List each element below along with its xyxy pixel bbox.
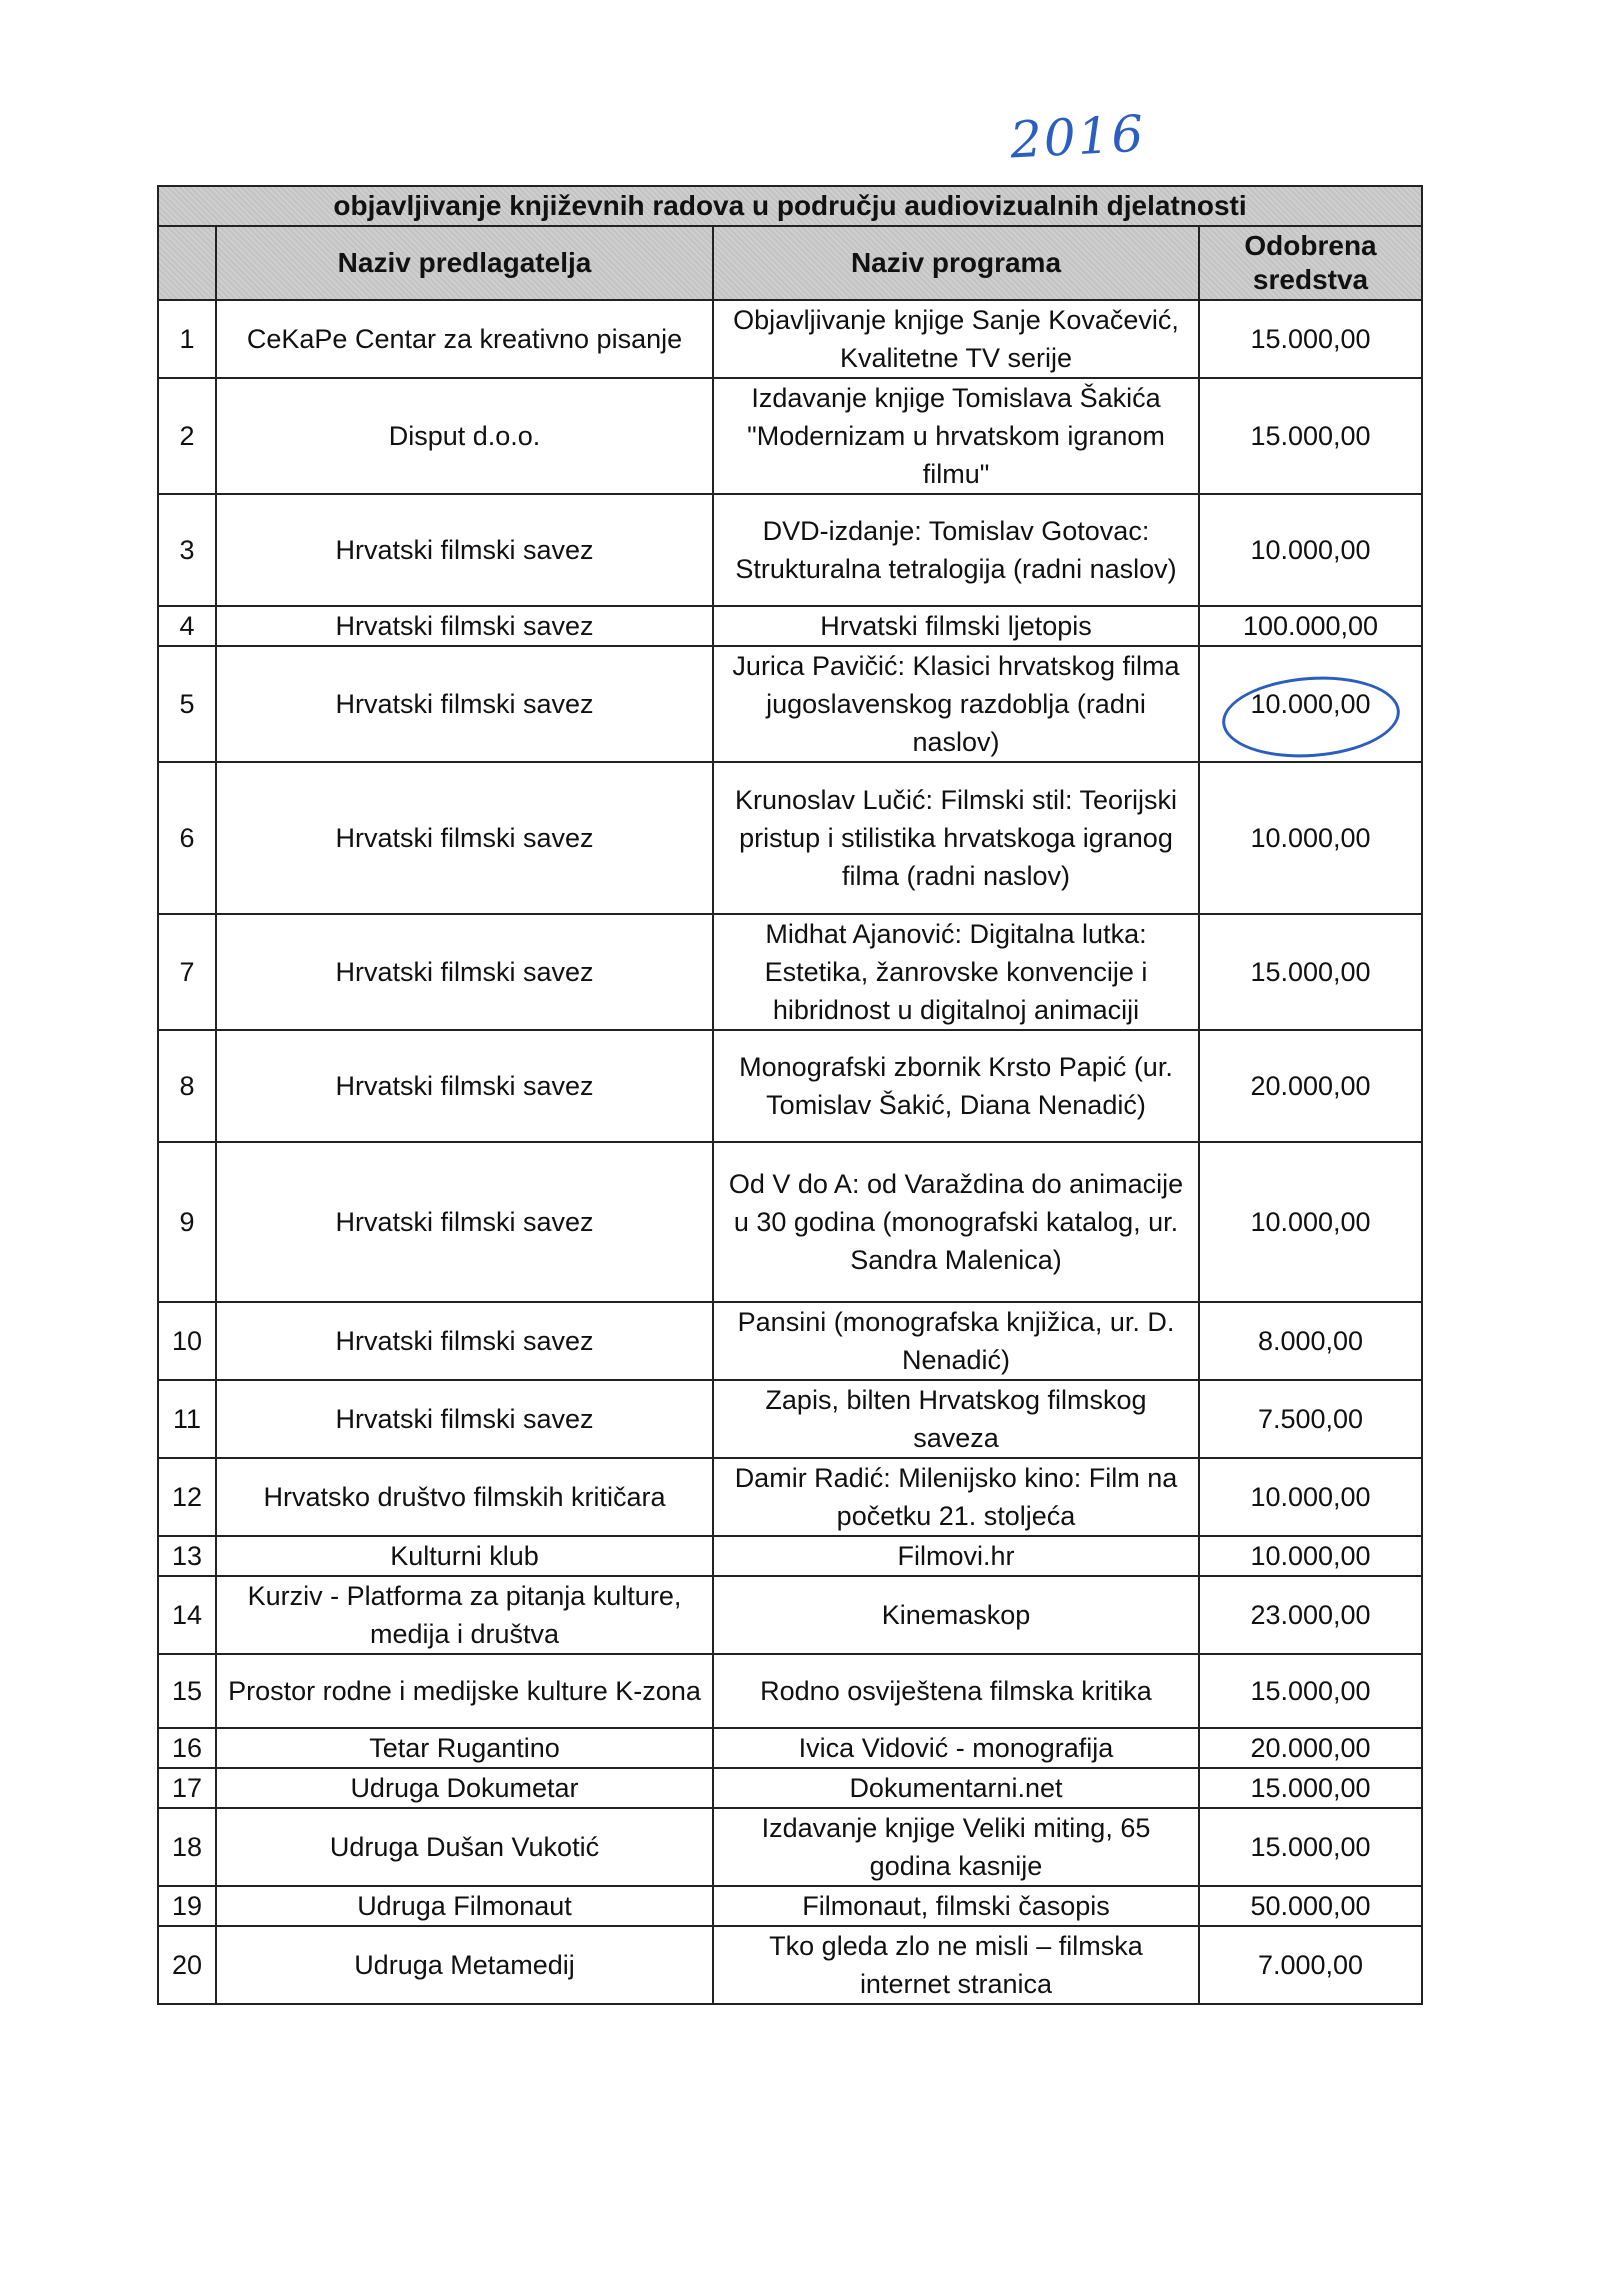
row-program: Ivica Vidović - monografija bbox=[713, 1728, 1199, 1768]
table-row bbox=[158, 1886, 1422, 1926]
row-proposer: Hrvatski filmski savez bbox=[216, 1380, 713, 1458]
row-program: Filmovi.hr bbox=[713, 1536, 1199, 1576]
table-row bbox=[158, 1536, 1422, 1576]
row-number: 12 bbox=[158, 1458, 216, 1536]
table-row bbox=[158, 646, 1422, 762]
row-number: 2 bbox=[158, 378, 216, 494]
table-row bbox=[158, 1302, 1422, 1380]
row-proposer: Hrvatski filmski savez bbox=[216, 914, 713, 1030]
row-proposer: Udruga Dokumetar bbox=[216, 1768, 713, 1808]
row-proposer: Hrvatski filmski savez bbox=[216, 646, 713, 762]
row-proposer: Kulturni klub bbox=[216, 1536, 713, 1576]
table-row bbox=[158, 1142, 1422, 1302]
row-program: Objavljivanje knjige Sanje Kovačević, Kvalitetne TV serije bbox=[713, 300, 1199, 378]
row-number: 3 bbox=[158, 494, 216, 606]
row-number: 17 bbox=[158, 1768, 216, 1808]
row-proposer: Hrvatski filmski savez bbox=[216, 606, 713, 646]
row-program: Zapis, bilten Hrvatskog filmskog saveza bbox=[713, 1380, 1199, 1458]
row-amount: 7.000,00 bbox=[1199, 1926, 1422, 2004]
row-number: 8 bbox=[158, 1030, 216, 1142]
row-proposer: Tetar Rugantino bbox=[216, 1728, 713, 1768]
row-proposer: Disput d.o.o. bbox=[216, 378, 713, 494]
row-number: 4 bbox=[158, 606, 216, 646]
row-program: Jurica Pavičić: Klasici hrvatskog filma jugoslavenskog razdoblja (radni naslov) bbox=[713, 646, 1199, 762]
table-row bbox=[158, 300, 1422, 378]
row-amount: 15.000,00 bbox=[1199, 1768, 1422, 1808]
header-number bbox=[158, 226, 216, 300]
row-proposer: Hrvatski filmski savez bbox=[216, 494, 713, 606]
table-row bbox=[158, 606, 1422, 646]
row-number: 15 bbox=[158, 1654, 216, 1728]
row-amount: 10.000,00 bbox=[1199, 646, 1422, 762]
table-row bbox=[158, 1458, 1422, 1536]
row-number: 1 bbox=[158, 300, 216, 378]
row-proposer: Hrvatski filmski savez bbox=[216, 762, 713, 914]
row-amount: 15.000,00 bbox=[1199, 378, 1422, 494]
row-amount: 10.000,00 bbox=[1199, 1142, 1422, 1302]
row-amount: 7.500,00 bbox=[1199, 1380, 1422, 1458]
table-row bbox=[158, 762, 1422, 914]
row-amount: 20.000,00 bbox=[1199, 1030, 1422, 1142]
row-number: 5 bbox=[158, 646, 216, 762]
row-program: Dokumentarni.net bbox=[713, 1768, 1199, 1808]
row-program: Rodno osviještena filmska kritika bbox=[713, 1654, 1199, 1728]
row-number: 16 bbox=[158, 1728, 216, 1768]
row-proposer: Prostor rodne i medijske kulture K-zona bbox=[216, 1654, 713, 1728]
row-program: Pansini (monografska knjižica, ur. D. Nenadić) bbox=[713, 1302, 1199, 1380]
row-amount: 50.000,00 bbox=[1199, 1886, 1422, 1926]
header-proposer: Naziv predlagatelja bbox=[216, 226, 713, 300]
row-proposer: Hrvatsko društvo filmskih kritičara bbox=[216, 1458, 713, 1536]
row-proposer: Udruga Metamedij bbox=[216, 1926, 713, 2004]
row-number: 18 bbox=[158, 1808, 216, 1886]
row-proposer: Udruga Filmonaut bbox=[216, 1886, 713, 1926]
row-number: 10 bbox=[158, 1302, 216, 1380]
row-amount: 10.000,00 bbox=[1199, 762, 1422, 914]
row-amount: 23.000,00 bbox=[1199, 1576, 1422, 1654]
row-proposer: Hrvatski filmski savez bbox=[216, 1302, 713, 1380]
table-row bbox=[158, 378, 1422, 494]
table-row bbox=[158, 1808, 1422, 1886]
row-number: 7 bbox=[158, 914, 216, 1030]
row-proposer: CeKaPe Centar za kreativno pisanje bbox=[216, 300, 713, 378]
row-program: Monografski zbornik Krsto Papić (ur. Tomislav Šakić, Diana Nenadić) bbox=[713, 1030, 1199, 1142]
row-proposer: Hrvatski filmski savez bbox=[216, 1142, 713, 1302]
table-row bbox=[158, 1768, 1422, 1808]
row-program: Damir Radić: Milenijsko kino: Film na početku 21. stoljeća bbox=[713, 1458, 1199, 1536]
row-program: Krunoslav Lučić: Filmski stil: Teorijski pristup i stilistika hrvatskoga igranog filma (radni naslov) bbox=[713, 762, 1199, 914]
row-proposer: Kurziv - Platforma za pitanja kulture, medija i društva bbox=[216, 1576, 713, 1654]
row-program: Izdavanje knjige Veliki miting, 65 godina kasnije bbox=[713, 1808, 1199, 1886]
table-row bbox=[158, 494, 1422, 606]
row-amount: 10.000,00 bbox=[1199, 1536, 1422, 1576]
row-number: 11 bbox=[158, 1380, 216, 1458]
table-row bbox=[158, 1728, 1422, 1768]
table-title: objavljivanje književnih radova u području audiovizualnih djelatnosti bbox=[158, 186, 1422, 226]
column-header-row bbox=[158, 226, 1422, 300]
row-number: 14 bbox=[158, 1576, 216, 1654]
row-proposer: Hrvatski filmski savez bbox=[216, 1030, 713, 1142]
row-program: Tko gleda zlo ne misli – filmska internet stranica bbox=[713, 1926, 1199, 2004]
row-number: 19 bbox=[158, 1886, 216, 1926]
row-program: Izdavanje knjige Tomislava Šakića "Modernizam u hrvatskom igranom filmu" bbox=[713, 378, 1199, 494]
header-program: Naziv programa bbox=[713, 226, 1199, 300]
table-row bbox=[158, 1654, 1422, 1728]
handwritten-year: 2016 bbox=[1008, 104, 1147, 170]
header-amount: Odobrena sredstva bbox=[1199, 226, 1422, 300]
row-amount: 15.000,00 bbox=[1199, 300, 1422, 378]
row-amount: 15.000,00 bbox=[1199, 1654, 1422, 1728]
row-amount: 100.000,00 bbox=[1199, 606, 1422, 646]
row-program: Od V do A: od Varaždina do animacije u 30 godina (monografski katalog, ur. Sandra Malenica) bbox=[713, 1142, 1199, 1302]
row-program: Kinemaskop bbox=[713, 1576, 1199, 1654]
table-row bbox=[158, 1030, 1422, 1142]
table-row bbox=[158, 1576, 1422, 1654]
row-number: 20 bbox=[158, 1926, 216, 2004]
row-program: Filmonaut, filmski časopis bbox=[713, 1886, 1199, 1926]
row-number: 9 bbox=[158, 1142, 216, 1302]
row-amount: 15.000,00 bbox=[1199, 914, 1422, 1030]
row-number: 6 bbox=[158, 762, 216, 914]
row-number: 13 bbox=[158, 1536, 216, 1576]
row-program: DVD-izdanje: Tomislav Gotovac: Strukturalna tetralogija (radni naslov) bbox=[713, 494, 1199, 606]
row-program: Hrvatski filmski ljetopis bbox=[713, 606, 1199, 646]
row-amount: 10.000,00 bbox=[1199, 494, 1422, 606]
row-amount: 8.000,00 bbox=[1199, 1302, 1422, 1380]
row-proposer: Udruga Dušan Vukotić bbox=[216, 1808, 713, 1886]
table-row bbox=[158, 1926, 1422, 2004]
table-row bbox=[158, 914, 1422, 1030]
row-amount: 15.000,00 bbox=[1199, 1808, 1422, 1886]
grants-table bbox=[157, 185, 1423, 2005]
row-amount: 20.000,00 bbox=[1199, 1728, 1422, 1768]
row-program: Midhat Ajanović: Digitalna lutka: Estetika, žanrovske konvencije i hibridnost u digitalnoj animaciji bbox=[713, 914, 1199, 1030]
table-row bbox=[158, 1380, 1422, 1458]
row-amount: 10.000,00 bbox=[1199, 1458, 1422, 1536]
table-title-row bbox=[158, 186, 1422, 226]
